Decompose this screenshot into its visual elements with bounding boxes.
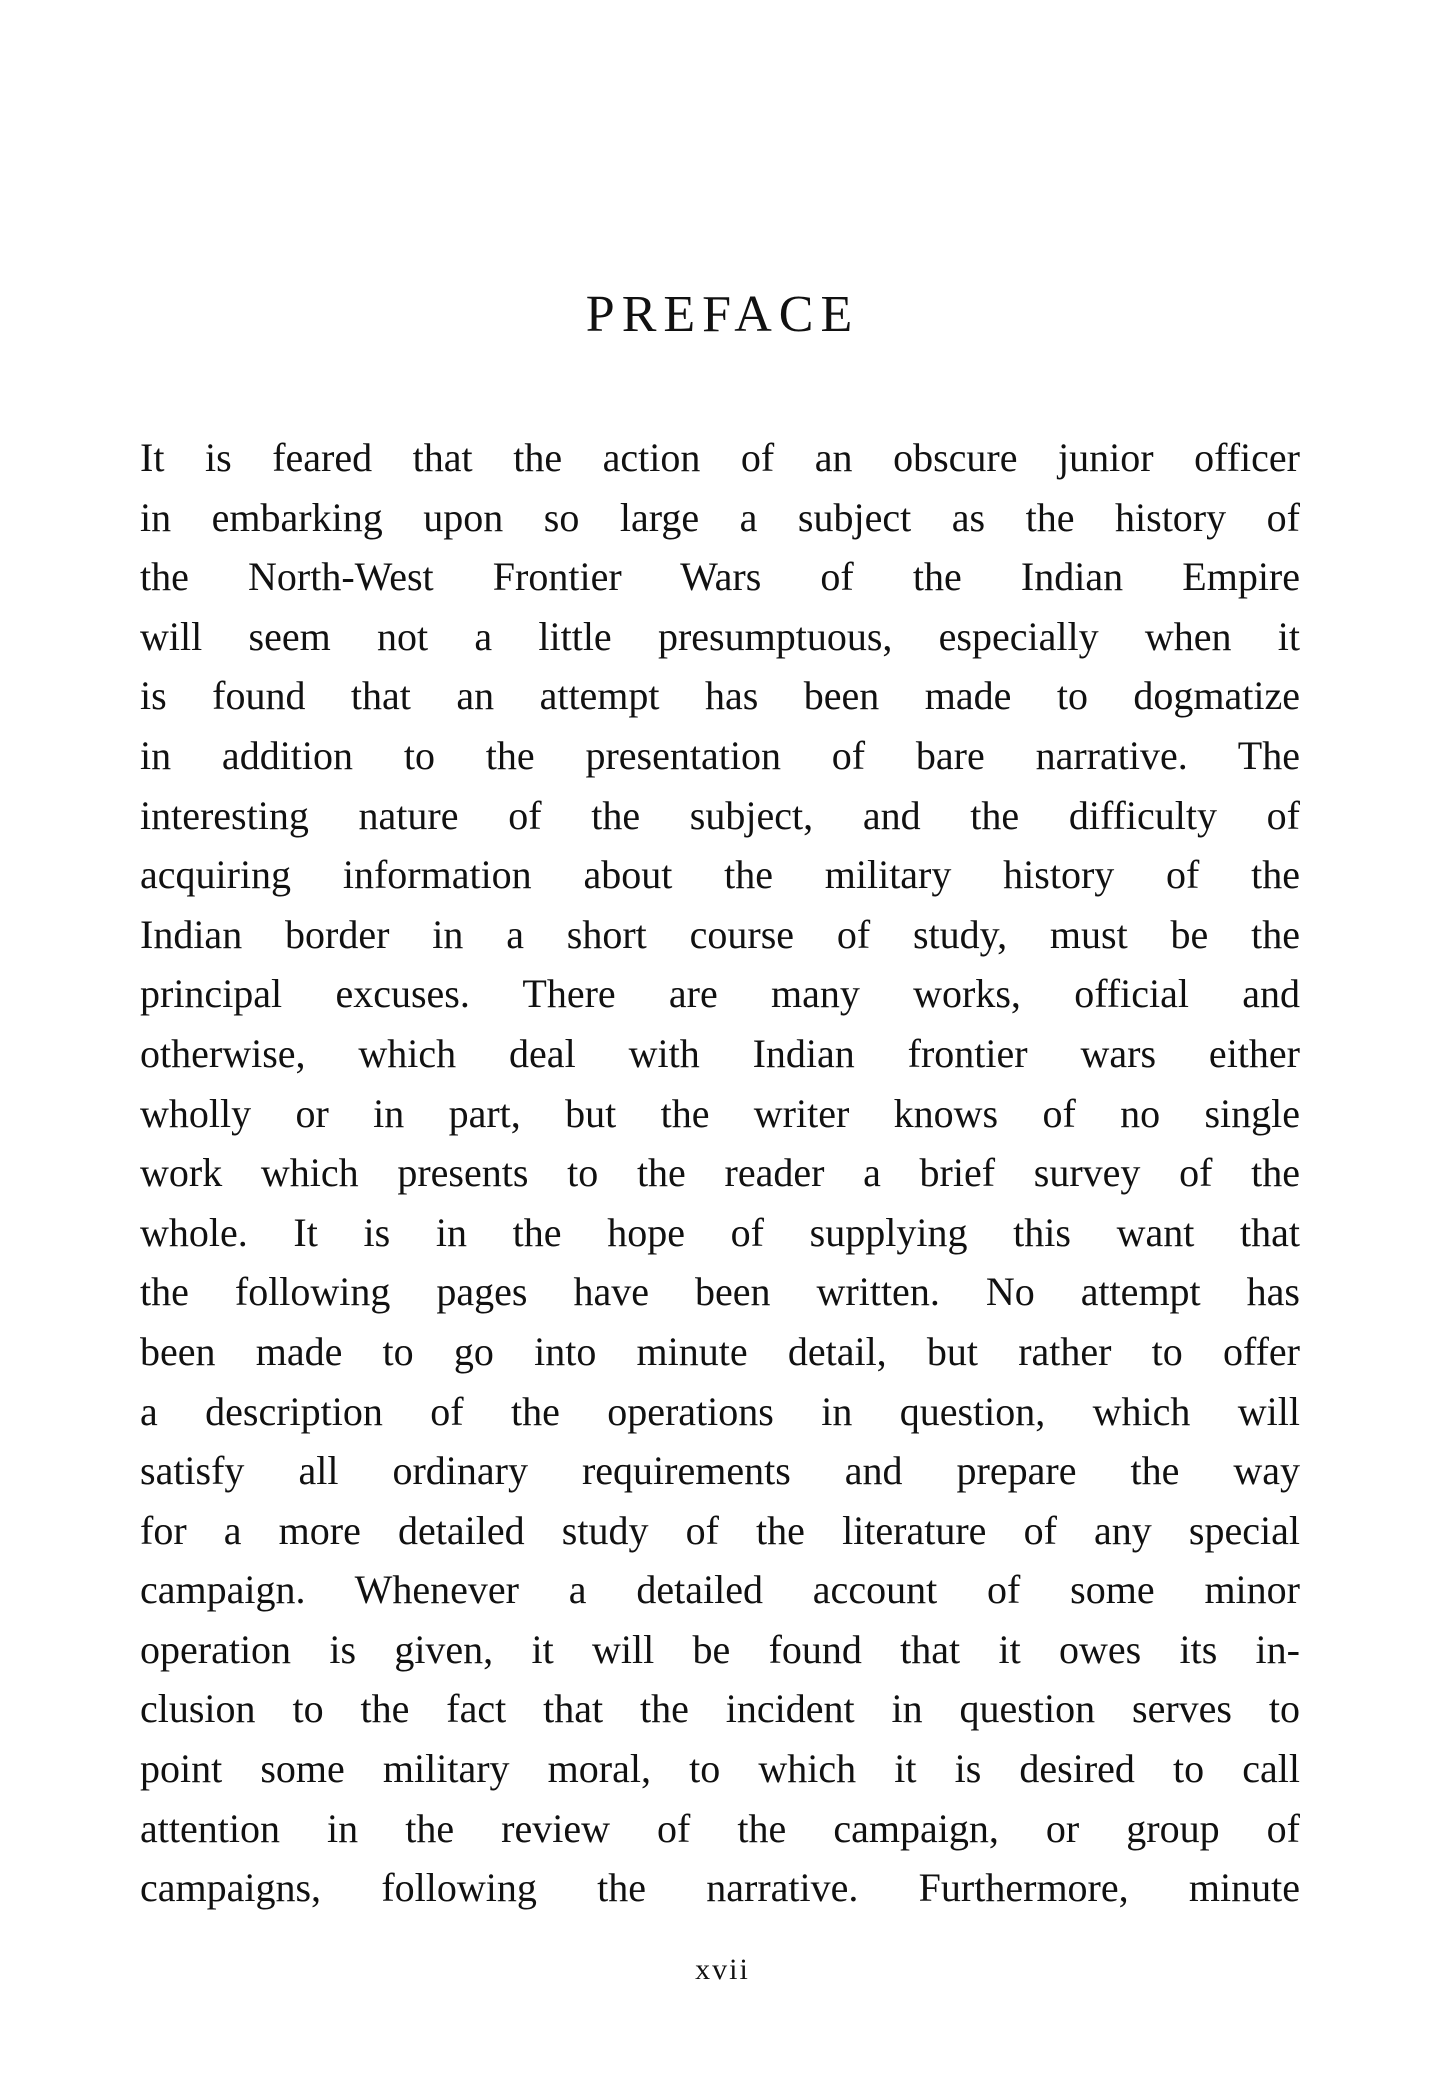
text-line: operation is given, it will be found that it owes its in- (140, 1626, 1300, 1672)
text-line: acquiring information about the military history of the (140, 852, 1300, 898)
text-line: principal excuses. There are many works, official and (140, 971, 1300, 1017)
text-line: the following pages have been written. No attempt has (140, 1269, 1300, 1315)
text-line: satisfy all ordinary requirements and prepare the way (140, 1448, 1300, 1494)
text-line: It is feared that the action of an obscure junior officer (140, 435, 1300, 480)
text-line: point some military moral, to which it is desired to call (140, 1746, 1300, 1792)
text-line: been made to go into minute detail, but rather to offer (140, 1328, 1300, 1374)
text-line: a description of the operations in question, which will (140, 1388, 1300, 1434)
text-line: in addition to the presentation of bare narrative. The (140, 732, 1300, 778)
text-line: attention in the review of the campaign, or group of (140, 1805, 1300, 1851)
text-line: clusion to the fact that the incident in question serves to (140, 1686, 1300, 1732)
text-line: interesting nature of the subject, and the difficulty of (140, 792, 1300, 838)
text-line: is found that an attempt has been made to dogmatize (140, 673, 1300, 719)
text-line: the North-West Frontier Wars of the Indian Empire (140, 554, 1300, 600)
text-line: work which presents to the reader a brief survey of the (140, 1150, 1300, 1196)
page-title: PREFACE (585, 286, 860, 343)
text-line: whole. It is in the hope of supplying this want that (140, 1209, 1300, 1255)
text-line: wholly or in part, but the writer knows of no single (140, 1090, 1300, 1136)
text-line: in embarking upon so large a subject as the history of (140, 494, 1300, 540)
text-line: will seem not a little presumptuous, especially when it (140, 613, 1300, 659)
text-line: otherwise, which deal with Indian frontier wars either (140, 1030, 1300, 1076)
text-line: Indian border in a short course of study, must be the (140, 911, 1300, 957)
preface-body (140, 428, 1300, 1918)
text-line: campaigns, following the narrative. Furthermore, minute (140, 1865, 1300, 1911)
page-number: xvii (695, 1953, 750, 1986)
text-line: campaign. Whenever a detailed account of some minor (140, 1567, 1300, 1613)
text-line: for a more detailed study of the literature of any special (140, 1507, 1300, 1553)
